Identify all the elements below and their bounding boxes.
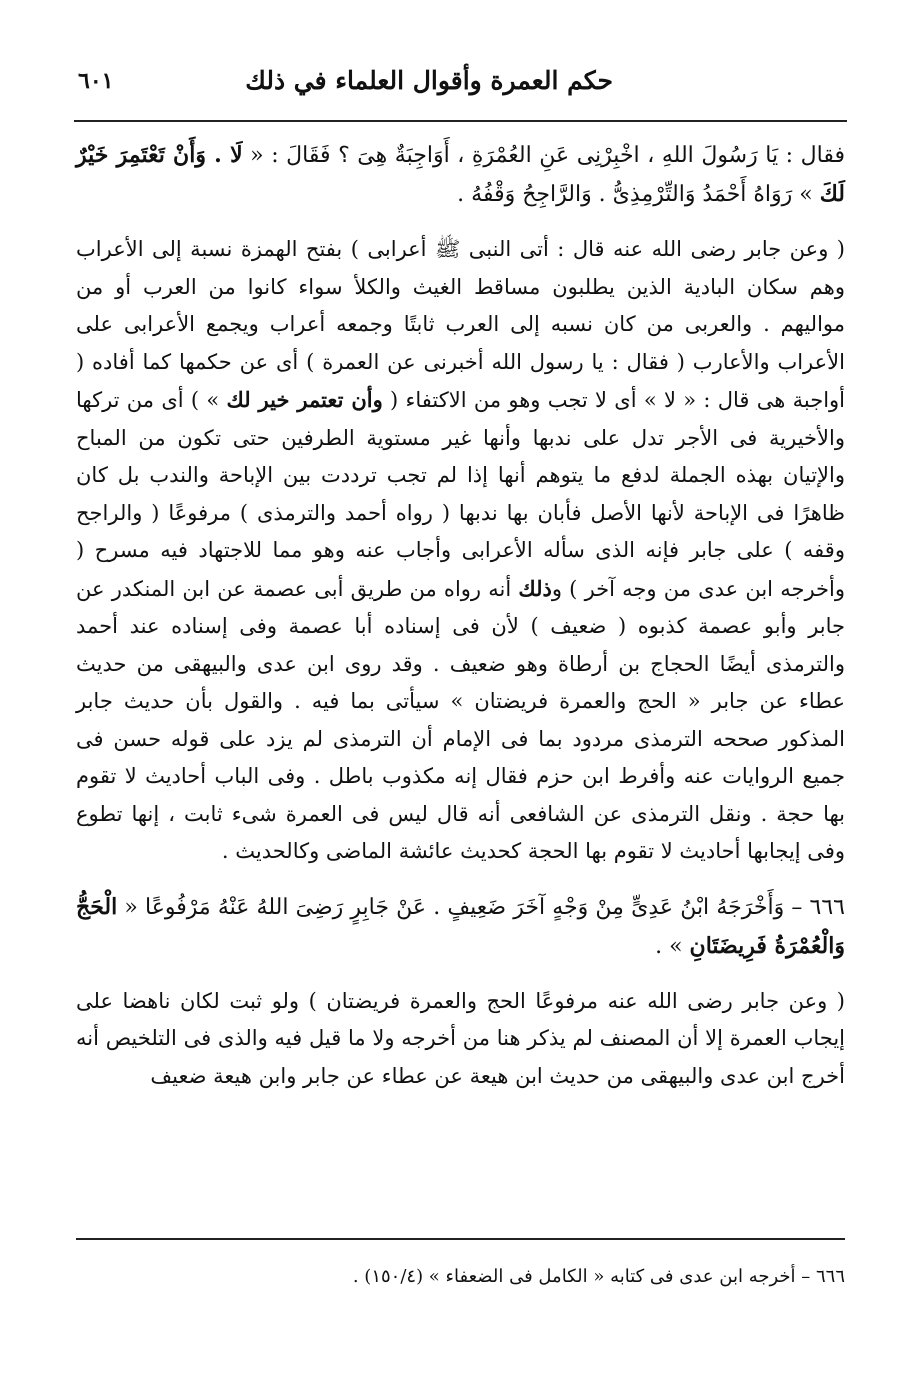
page-number: ٦٠١ (78, 68, 114, 94)
hadith-666-text-2: » . (655, 933, 690, 959)
hadith-text-top (76, 136, 845, 214)
footnote: ٦٦٦ – أخرجه ابن عدى فى كتابه « الكامل فى الضعفاء » (١٥٠/٤) . (352, 1266, 845, 1287)
paragraph-gap (76, 966, 845, 983)
commentary-paragraph-2: ( وعن جابر رضى الله عنه مرفوعًا الحج والعمرة فريضتان ) ولو ثبت لكان ناهضا على إيجاب العمرة إلا أن المصنف لم يذكر هنا من أخرجه ولا ما قيل فيه والذى فى التلخيص أنه أخرج ابن عدى والبيهقى من حديث ابن هيعة عن عطاء عن جابر وابن هيعة ضعيف (76, 988, 845, 1088)
commentary-1-text-1: ( وعن جابر رضى الله عنه قال : أتى النبى ﷺ أعرابى ) بفتح الهمزة نسبة إلى الأعراب وهم سكان البادية الذين يطلبون مساقط الغيث والكلأ سواء كانوا من العرب أو من مواليهم . والعربى من كان نسبه إلى العرب ثابتًا وجمعه أعراب ويجمع الأعرابى على الأعراب والأعارب ( فقال : يا رسول الله أخبرنى عن العمرة ) أى عن حكمها كما أفاده ( أواجبة هى قال : « لا » أى لا تجب وهو من الاكتفاء ( (76, 237, 845, 412)
paragraph-gap (76, 871, 845, 888)
paragraph-gap (76, 214, 845, 231)
page-header (78, 62, 843, 110)
footnote-rule (76, 1238, 845, 1240)
hadith-top-text-2: » رَوَاهُ أَحْمَدُ وَالتِّرْمِذِىُّ . وَالرَّاجِحُ وَقْفُهُ . (457, 182, 820, 207)
page-body (76, 136, 845, 1095)
hadith-top-text-1: فقال : يَا رَسُولَ اللهِ ، اخْبِرْنِى عَنِ العُمْرَةِ ، أَوَاجِبَةٌ هِىَ ؟ فَقَالَ : « (242, 143, 845, 168)
hadith-666-quote: الْحَجُّ وَالْعُمْرَةُ فَرِيضَتَانِ (76, 893, 845, 959)
commentary-1-emphasis: ذلك (518, 575, 552, 601)
hadith-666-text-1: ٦٦٦ – وَأَخْرَجَهُ ابْنُ عَدِىٍّ مِنْ وَجْهٍ آخَرَ ضَعِيفٍ . عَنْ جَابِرٍ رَضِىَ اللهُ عَنْهُ مَرْفُوعًا « (117, 894, 845, 920)
commentary-1-text-2: » ) أى من تركها والأخيرية فى الأجر تدل على ندبها وأنها غير مستوية الطرفين حتى تكون من المباح والإتيان بهذه الجملة لدفع ما يتوهم أنها إذا لم تجب ترددت بين الإباحة والندب بل كان ظاهرًا فى الإباحة لأنها الأصل فأبان بها ندبها ( رواه أحمد والترمذى ) مرفوعًا ( والراجح وقفه ) على جابر فإنه الذى سأله الأعرابى وأجاب عنه وهو مما للاجتهاد فيه مسرح ( وأخرجه ابن عدى من وجه آخر ) و (76, 388, 845, 601)
hadith-666 (76, 888, 845, 966)
commentary-1-text-3: أنه رواه من طريق أبى عصمة عن ابن المنكدر عن جابر وأبو عصمة كذبوه ( ضعيف ) لأن فى إسناده أبا عصمة وفى إسناده عند أحمد والترمذى أيضًا الحجاج بن أرطاة وهو ضعيف . وقد روى ابن عدى والبيهقى من حديث عطاء عن جابر « الحج والعمرة فريضتان » سيأتى بما فيه . والقول بأن حديث جابر المذكور صححه الترمذى مردود بما فى الإمام أن الترمذى لم يزد على قوله حسن فى جميع الروايات عنه وأفرط ابن حزم فقال إنه مكذوب باطل . وفى الباب أحاديث لا تقوم بها حجة . ونقل الترمذى عن الشافعى أنه قال ليس فى العمرة شىء ثابت ، إنها تطوع وفى إيجابها أحاديث لا تقوم بها الحجة كحديث عائشة الماضى وكالحديث . (76, 576, 845, 863)
hadith-top-quote: لَا . وَأَنْ تَعْتَمِرَ خَيْرٌ لَكَ (76, 142, 845, 207)
running-title: حكم العمرة وأقوال العلماء في ذلك (245, 66, 613, 95)
commentary-1-quote: وأن تعتمر خير لك (226, 387, 383, 412)
commentary-paragraph-1 (76, 231, 845, 871)
header-rule (74, 120, 847, 122)
